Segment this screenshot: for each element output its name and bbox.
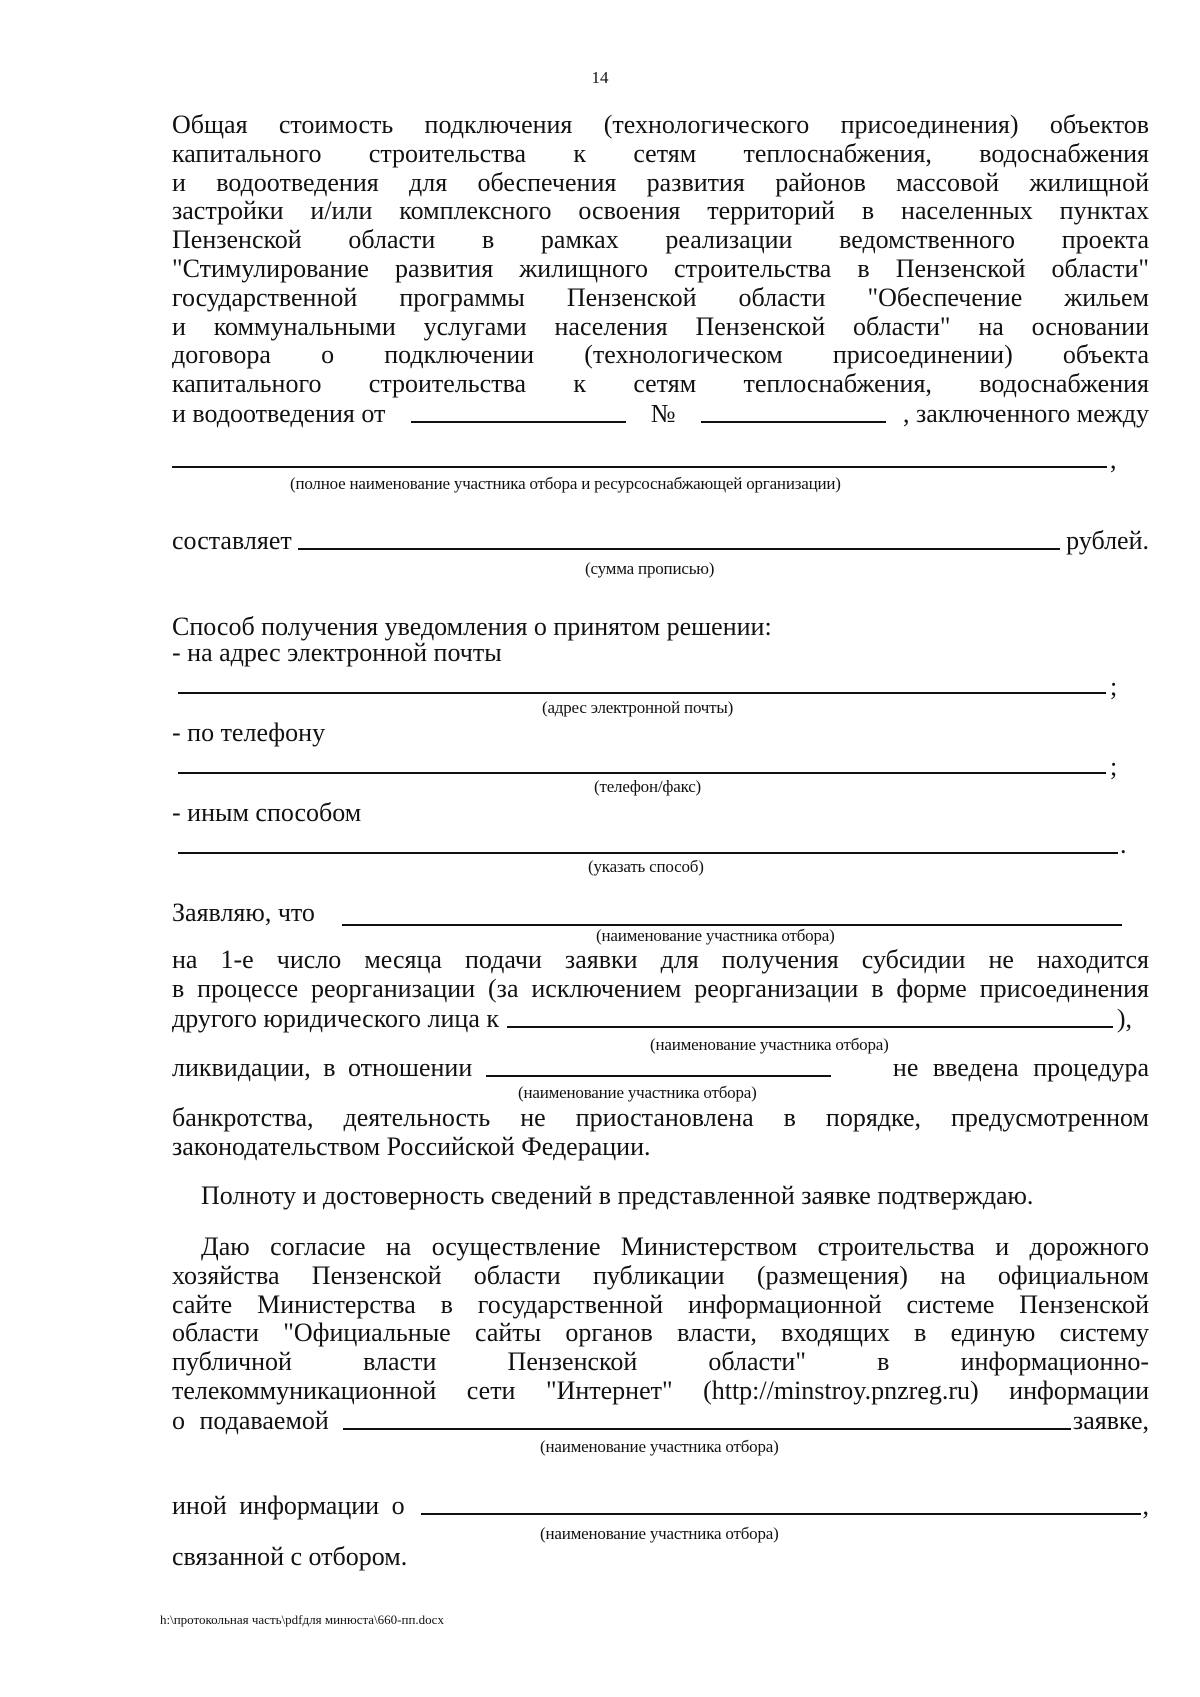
text-line: "Стимулирование развития жилищного строительства в Пензенской области": [172, 253, 1149, 283]
phone-end: ;: [1110, 752, 1118, 781]
contract-number-field[interactable]: [701, 421, 886, 423]
text-line: публичной власти Пензенской области" в информационно-: [172, 1347, 1149, 1377]
text-line: телекоммуникационной сети "Интернет" (http://minstroy.pnzreg.ru) информации: [172, 1375, 1149, 1405]
consent-other-end: ,: [1142, 1491, 1149, 1520]
consent-application-suffix: заявке,: [1072, 1406, 1149, 1435]
declare-line3-label: другого юридического лица к: [172, 1004, 500, 1033]
declare-caption: (наименование участника отбора): [596, 926, 835, 945]
confirmation-text: Полноту и достоверность сведений в представленной заявке подтверждаю.: [201, 1181, 1034, 1210]
email-field[interactable]: [178, 692, 1106, 694]
text-line: в процессе реорганизации (за исключением реорганизации в форме присоединения: [172, 973, 1149, 1003]
consent-closing: связанной с отбором.: [172, 1542, 408, 1571]
consent-other-line: [172, 1491, 1149, 1520]
footer-file-path: h:\протокольная часть\pdfдля минюста\660-пп.docx: [160, 1612, 444, 1627]
text-line: капитального строительства к сетям теплоснабжения, водоснабжения: [172, 138, 1149, 168]
text-line: Даю согласие на осуществление Министерством строительства и дорожного: [201, 1232, 1149, 1261]
declare-line3: [172, 1004, 1132, 1033]
declare-line4-label: ликвидации, в отношении: [172, 1053, 473, 1082]
text-line: области "Официальные сайты органов власти, входящих в единую систему: [172, 1318, 1149, 1348]
text-line: договора о подключении (технологическом присоединении) объекта: [172, 340, 1149, 370]
text-line: Пензенской области в рамках реализации ведомственного проекта: [172, 225, 1149, 255]
consent-other-label: иной информации о: [172, 1491, 405, 1520]
phone-field[interactable]: [178, 772, 1106, 774]
consent-other-field[interactable]: [421, 1513, 1141, 1515]
other-method-field[interactable]: [178, 852, 1118, 854]
amount-caption: (сумма прописью): [585, 559, 715, 578]
declare-line3-end: ),: [1116, 1004, 1132, 1033]
text-line: государственной программы Пензенской области "Обеспечение жильем: [172, 282, 1149, 312]
paragraph-cost: [172, 111, 1149, 399]
reorg-participant-field[interactable]: [507, 1026, 1113, 1028]
liquidation-caption: (наименование участника отбора): [518, 1083, 757, 1102]
email-caption: (адрес электронной почты): [542, 698, 734, 717]
org-name-caption: (полное наименование участника отбора и ресурсоснабжающей организации): [290, 474, 841, 493]
text-line: и коммунальными услугами населения Пензенской области" на основании: [172, 311, 1149, 341]
org-name-end-comma: ,: [1110, 445, 1117, 474]
other-method-caption: (указать способ): [588, 857, 704, 876]
text-line: сайте Министерства в государственной информационной системе Пензенской: [172, 1289, 1149, 1319]
consent-participant-field[interactable]: [343, 1428, 1071, 1430]
reorg-caption: (наименование участника отбора): [650, 1035, 889, 1054]
declare-paragraph-end: [172, 1104, 1149, 1162]
text-line: и водоотведения для обеспечения развития районов массовой жилищной: [172, 167, 1149, 197]
declare-line4-suffix: не введена процедура: [892, 1053, 1149, 1082]
contract-date-number-line: [172, 399, 1149, 428]
consent-application-line: [172, 1406, 1149, 1435]
text-line: капитального строительства к сетям теплоснабжения, водоснабжения: [172, 369, 1149, 399]
text-line: на 1-е число месяца подачи заявки для получения субсидии не находится: [172, 945, 1149, 974]
consent-paragraph: [172, 1233, 1149, 1406]
other-method-label: - иным способом: [172, 798, 362, 827]
contract-date-label: и водоотведения от: [172, 399, 386, 428]
phone-label: - по телефону: [172, 718, 326, 747]
declare-paragraph: [172, 946, 1149, 1004]
liquidation-participant-field[interactable]: [486, 1075, 831, 1077]
declare-line4: [172, 1053, 1149, 1082]
amount-in-words-field[interactable]: [298, 548, 1060, 550]
text-line: законодательством Российской Федерации.: [172, 1131, 651, 1161]
contract-date-field[interactable]: [411, 421, 626, 423]
text-line: хозяйства Пензенской области публикации (размещения) на официальном: [172, 1260, 1149, 1290]
page-number: 14: [591, 68, 609, 87]
text-line: застройки и/или комплексного освоения территорий в населенных пунктах: [172, 196, 1149, 226]
amount-line: [172, 526, 1149, 555]
text-line: Общая стоимость подключения (технологического присоединения) объектов: [172, 110, 1149, 139]
text-line: банкротства, деятельность не приостановлена в порядке, предусмотренном: [172, 1103, 1149, 1132]
number-sign: №: [650, 399, 676, 428]
phone-caption: (телефон/факс): [594, 777, 702, 796]
rubles-label: рублей.: [1066, 526, 1149, 555]
email-end: ;: [1110, 672, 1118, 701]
declare-label: Заявляю, что: [172, 898, 315, 927]
notice-heading: Способ получения уведомления о принятом решении:: [172, 612, 772, 641]
org-name-field[interactable]: [172, 466, 1107, 468]
consent-caption: (наименование участника отбора): [540, 1437, 779, 1456]
concluded-between-label: , заключенного между: [902, 399, 1149, 428]
other-method-end: .: [1120, 830, 1127, 859]
consent-other-caption: (наименование участника отбора): [540, 1524, 779, 1543]
email-label: - на адрес электронной почты: [172, 638, 502, 667]
amount-label: составляет: [172, 526, 292, 555]
consent-application-label: о подаваемой: [172, 1406, 329, 1435]
